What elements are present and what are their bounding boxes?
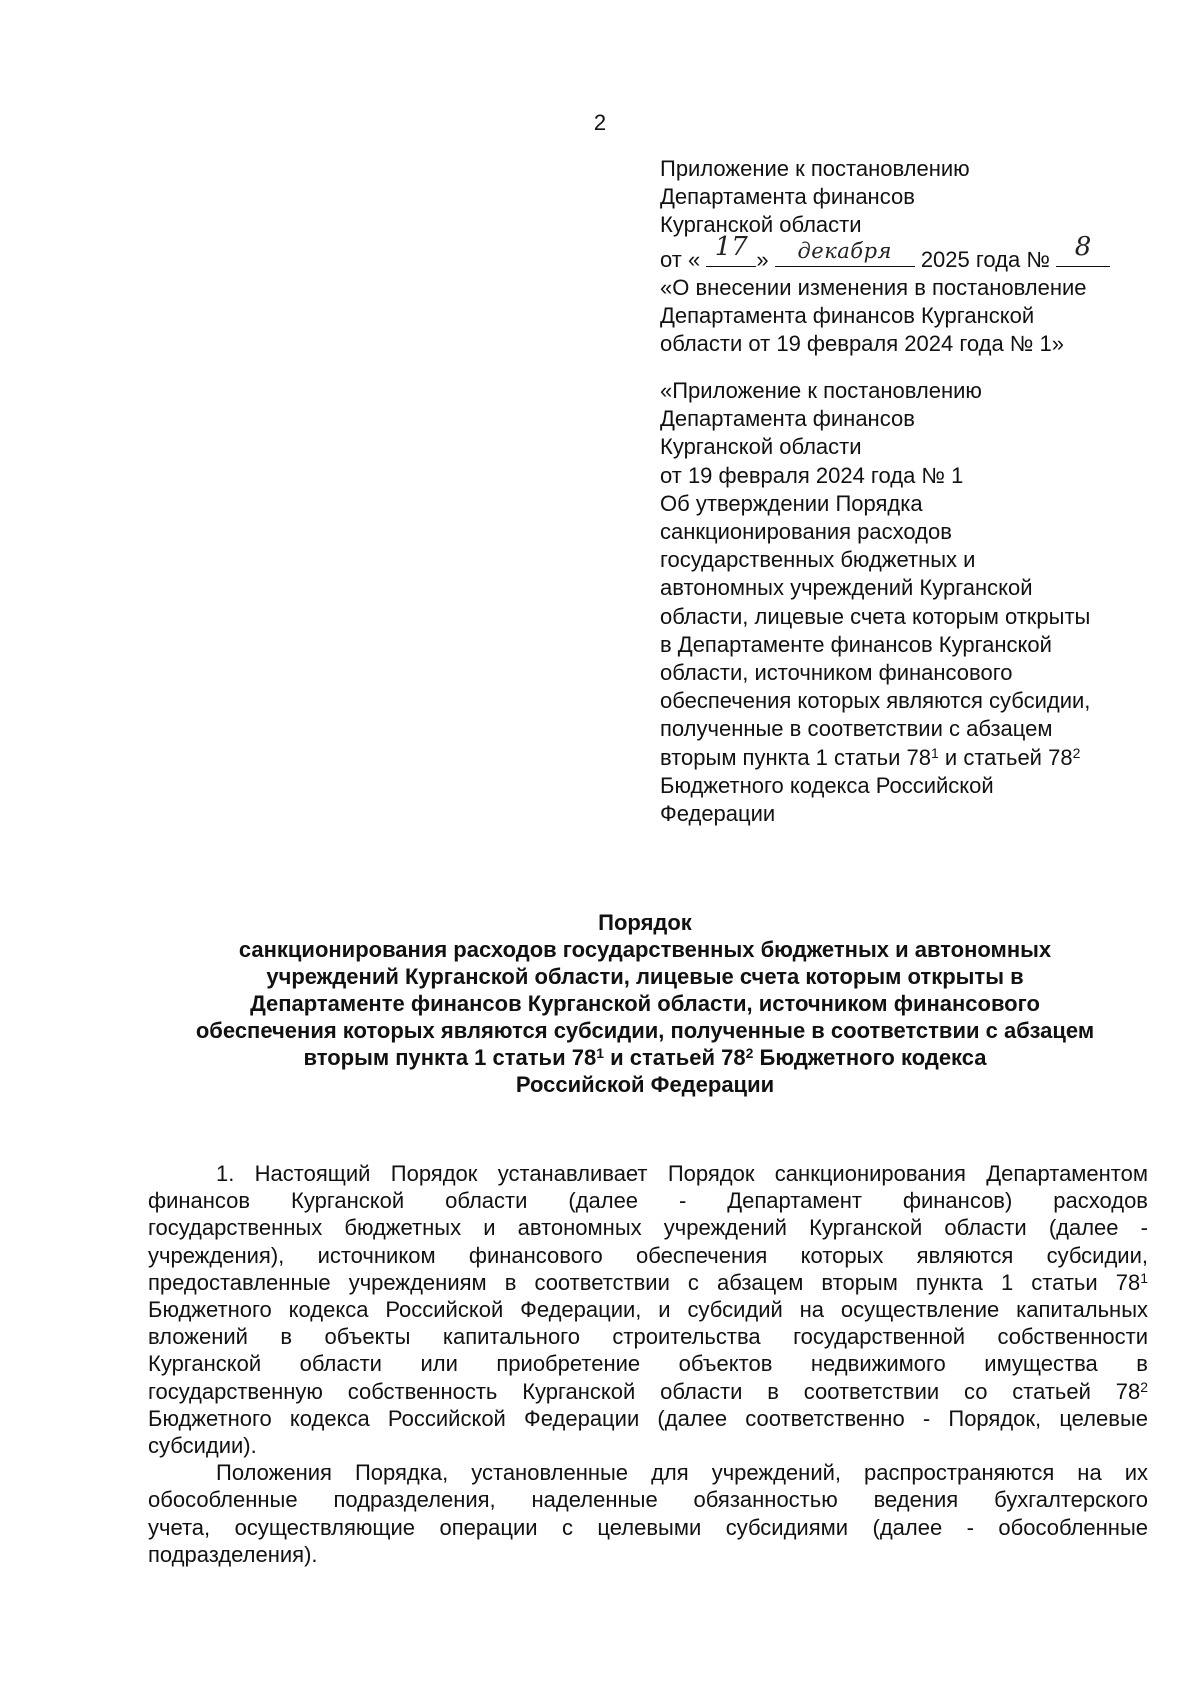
text-fragment: вторым пункта 1 статьи 78 — [660, 744, 932, 770]
date-day-field — [706, 231, 756, 267]
appendix-date-line — [660, 231, 1160, 274]
handwritten-day: 17 — [714, 231, 748, 262]
appendix-line: Департамента финансов — [660, 406, 915, 432]
title-line: Департаменте финансов Курганской области, источником финансового — [250, 991, 1040, 1016]
appendix-line: в Департаменте финансов Курганской — [660, 631, 1052, 657]
paragraph-line: учреждения), источником финансового обеспечения которых являются субсидии, — [148, 1242, 1148, 1268]
appendix-line: автономных учреждений Курганской — [660, 575, 1033, 601]
paragraph-line: вложений в объекты капитального строительства государственной собственности — [148, 1324, 1148, 1350]
appendix-line: Федерации — [660, 801, 776, 827]
superscript: 2 — [1072, 744, 1081, 761]
date-mid: » — [756, 246, 769, 272]
title-line: учреждений Курганской области, лицевые счета которым открыты в — [266, 964, 1024, 989]
text-fragment: предоставленные учреждениям в соответствии с абзацем вторым пункта 1 статьи 78 — [148, 1269, 1141, 1295]
appendix-line: Приложение к постановлению — [660, 156, 970, 181]
handwritten-month: декабря — [797, 238, 892, 263]
date-month-field — [775, 240, 915, 267]
superscript: 1 — [931, 744, 939, 761]
appendix-line: области, источником финансового — [660, 660, 1013, 686]
appendix-line: государственных бюджетных и — [660, 547, 976, 573]
appendix-line: «Приложение к постановлению — [660, 378, 982, 403]
paragraph-line — [148, 1269, 1148, 1296]
paragraph-line: финансов Курганской области (далее - Департамент финансов) расходов — [148, 1188, 1148, 1214]
superscript: 1 — [1140, 1269, 1148, 1286]
appendix-line: полученные в соответствии с абзацем — [660, 716, 1053, 742]
paragraph-line: государственных бюджетных и автономных учреждений Курганской области (далее - — [148, 1215, 1148, 1241]
appendix-line: Об утверждении Порядка — [660, 490, 923, 516]
paragraph-2 — [148, 1459, 1148, 1568]
date-year-text: 2025 года № — [920, 246, 1050, 272]
appendix-line: от 19 февраля 2024 года № 1 — [660, 462, 964, 488]
text-fragment: государственную собственность Курганской области в соответствии со статьей 78 — [148, 1378, 1141, 1404]
appendix-line: обеспечения которых являются субсидии, — [660, 688, 1091, 714]
title-line — [140, 1044, 1150, 1071]
text-fragment: и статьей 78 — [603, 1045, 746, 1070]
appendix-line: Бюджетного кодекса Российской — [660, 772, 994, 798]
page-number: 2 — [593, 110, 607, 135]
paragraph-line: Курганской области или приобретение объектов недвижимого имущества в — [148, 1351, 1148, 1377]
document-body — [148, 1160, 1148, 1568]
appendix-line: Департамента финансов — [660, 184, 915, 210]
appendix-line — [660, 744, 1160, 772]
title-line: санкционирования расходов государственных бюджетных и автономных — [238, 937, 1052, 962]
title-line: Порядок — [598, 910, 692, 935]
text-fragment: вторым пункта 1 статьи 78 — [303, 1045, 597, 1070]
paragraph-line: учета, осуществляющие операции с целевыми субсидиями (далее - обособленные — [148, 1514, 1148, 1540]
text-fragment: Бюджетного кодекса — [753, 1045, 987, 1070]
paragraph-line — [148, 1378, 1148, 1405]
paragraph-line: обособленные подразделения, наделенные обязанностью ведения бухгалтерского — [148, 1487, 1148, 1513]
title-line: Российской Федерации — [515, 1072, 775, 1097]
date-prefix: от « — [660, 246, 701, 272]
document-title — [140, 909, 1150, 1098]
appendix-current-header — [660, 155, 1160, 358]
appendix-original-header — [660, 377, 1160, 828]
text-fragment: и статьей 78 — [938, 744, 1073, 770]
paragraph-line: Бюджетного кодекса Российской Федерации, и субсидий на осуществление капитальных — [148, 1297, 1148, 1323]
title-line: обеспечения которых являются субсидии, полученные в соответствии с абзацем — [195, 1018, 1095, 1043]
paragraph-line: Бюджетного кодекса Российской Федерации (далее соответственно - Порядок, целевые — [148, 1405, 1148, 1431]
paragraph-line: субсидии). — [148, 1433, 257, 1459]
document-number-field — [1056, 231, 1110, 267]
appendix-line: санкционирования расходов — [660, 519, 952, 545]
paragraph-line: 1. Настоящий Порядок устанавливает Порядок санкционирования Департаментом — [216, 1161, 1148, 1186]
appendix-line: «О внесении изменения в постановление — [660, 274, 1087, 300]
appendix-line: области, лицевые счета которым открыты — [660, 603, 1091, 629]
superscript: 1 — [596, 1045, 604, 1061]
appendix-line: Курганской области — [660, 212, 862, 238]
appendix-line: области от 19 февраля 2024 года № 1» — [660, 331, 1064, 357]
superscript: 2 — [1140, 1378, 1148, 1395]
superscript: 2 — [745, 1045, 754, 1061]
paragraph-line: Положения Порядка, установленные для учреждений, распространяются на их — [216, 1460, 1148, 1486]
paragraph-1 — [148, 1160, 1148, 1459]
paragraph-line: подразделения). — [148, 1541, 318, 1567]
handwritten-number: 8 — [1074, 231, 1092, 262]
appendix-line: Департамента финансов Курганской — [660, 303, 1035, 329]
appendix-line: Курганской области — [660, 434, 862, 460]
